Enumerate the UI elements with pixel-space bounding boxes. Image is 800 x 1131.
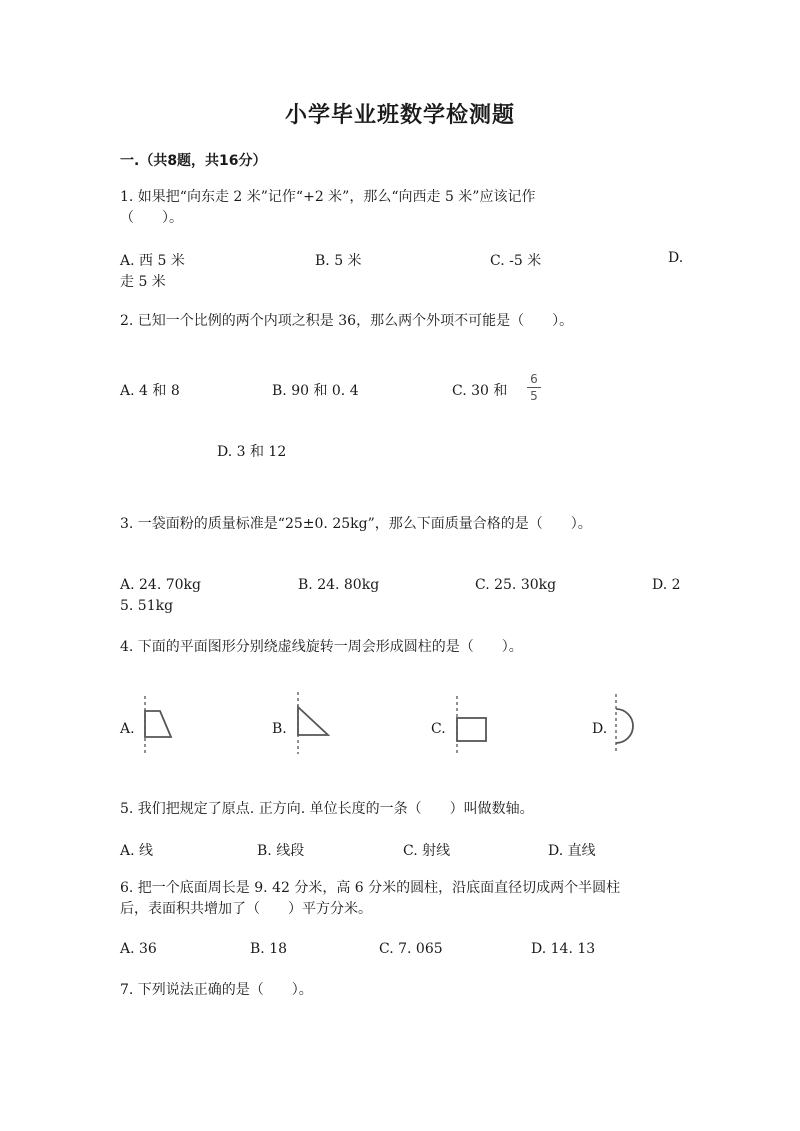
question-1-line-1: 1. 如果把“向东走 2 米”记作“+2 米”，那么“向西走 5 米”应该记作	[120, 189, 536, 205]
q1-option-c[interactable]: C. -5 米	[490, 253, 542, 269]
trapezoid-icon	[138, 694, 178, 756]
q1-option-d-wrap: 走 5 米	[120, 274, 166, 290]
question-6-line-1: 6. 把一个底面周长是 9. 42 分米，高 6 分米的圆柱，沿底面直径切成两个半圆柱	[120, 880, 621, 896]
fraction-six-fifths	[527, 372, 541, 403]
q5-option-b[interactable]: B. 线段	[257, 843, 305, 859]
q3-option-b[interactable]: B. 24. 80kg	[298, 577, 380, 593]
question-5: 5. 我们把规定了原点. 正方向. 单位长度的一条（ ）叫做数轴。	[120, 801, 534, 817]
question-6-line-2: 后，表面积共增加了（ ）平方分米。	[120, 901, 372, 917]
q4-option-d[interactable]: D.	[592, 721, 608, 737]
q2-option-b[interactable]: B. 90 和 0. 4	[272, 383, 359, 399]
q5-option-c[interactable]: C. 射线	[403, 843, 451, 859]
q4-option-b[interactable]: B.	[272, 721, 287, 737]
q3-option-d[interactable]: D. 2	[652, 577, 681, 593]
question-2: 2. 已知一个比例的两个内项之积是 36，那么两个外项不可能是（ ）。	[120, 313, 574, 329]
q1-option-a[interactable]: A. 西 5 米	[120, 253, 185, 269]
question-1	[120, 187, 535, 229]
q6-option-c[interactable]: C. 7. 065	[379, 941, 443, 957]
q6-option-a[interactable]: A. 36	[120, 941, 157, 957]
q4-option-c[interactable]: C.	[431, 721, 446, 737]
q1-option-d[interactable]: D.	[668, 250, 684, 266]
q3-option-a[interactable]: A. 24. 70kg	[120, 577, 201, 593]
q2-option-c[interactable]: C. 30 和	[452, 383, 508, 399]
fraction-denominator: 5	[530, 389, 538, 403]
q3-option-d-wrap: 5. 51kg	[120, 598, 174, 614]
q3-option-c[interactable]: C. 25. 30kg	[475, 577, 557, 593]
q1-option-b[interactable]: B. 5 米	[315, 253, 362, 269]
q4-option-a[interactable]: A.	[120, 721, 135, 737]
q5-option-a[interactable]: A. 线	[120, 843, 154, 859]
q6-option-d[interactable]: D. 14. 13	[531, 941, 596, 957]
question-1-line-2: （ ）。	[120, 210, 183, 226]
semicircle-icon	[608, 692, 642, 756]
question-6	[120, 878, 620, 920]
q5-option-d[interactable]: D. 直线	[548, 843, 596, 859]
triangle-icon	[290, 690, 334, 756]
section-heading: 一.（共8题，共16分）	[120, 153, 267, 169]
q6-option-b[interactable]: B. 18	[250, 941, 288, 957]
q2-option-d[interactable]: D. 3 和 12	[217, 444, 287, 460]
question-4: 4. 下面的平面图形分别绕虚线旋转一周会形成圆柱的是（ ）。	[120, 639, 523, 655]
page-title: 小学毕业班数学检测题	[284, 103, 515, 128]
question-3: 3. 一袋面粉的质量标准是“25±0. 25kg”，那么下面质量合格的是（ ）。	[120, 516, 592, 532]
question-7: 7. 下列说法正确的是（ ）。	[120, 982, 313, 998]
rectangle-icon	[450, 694, 492, 756]
fraction-numerator: 6	[530, 372, 538, 386]
q2-option-a[interactable]: A. 4 和 8	[120, 383, 180, 399]
